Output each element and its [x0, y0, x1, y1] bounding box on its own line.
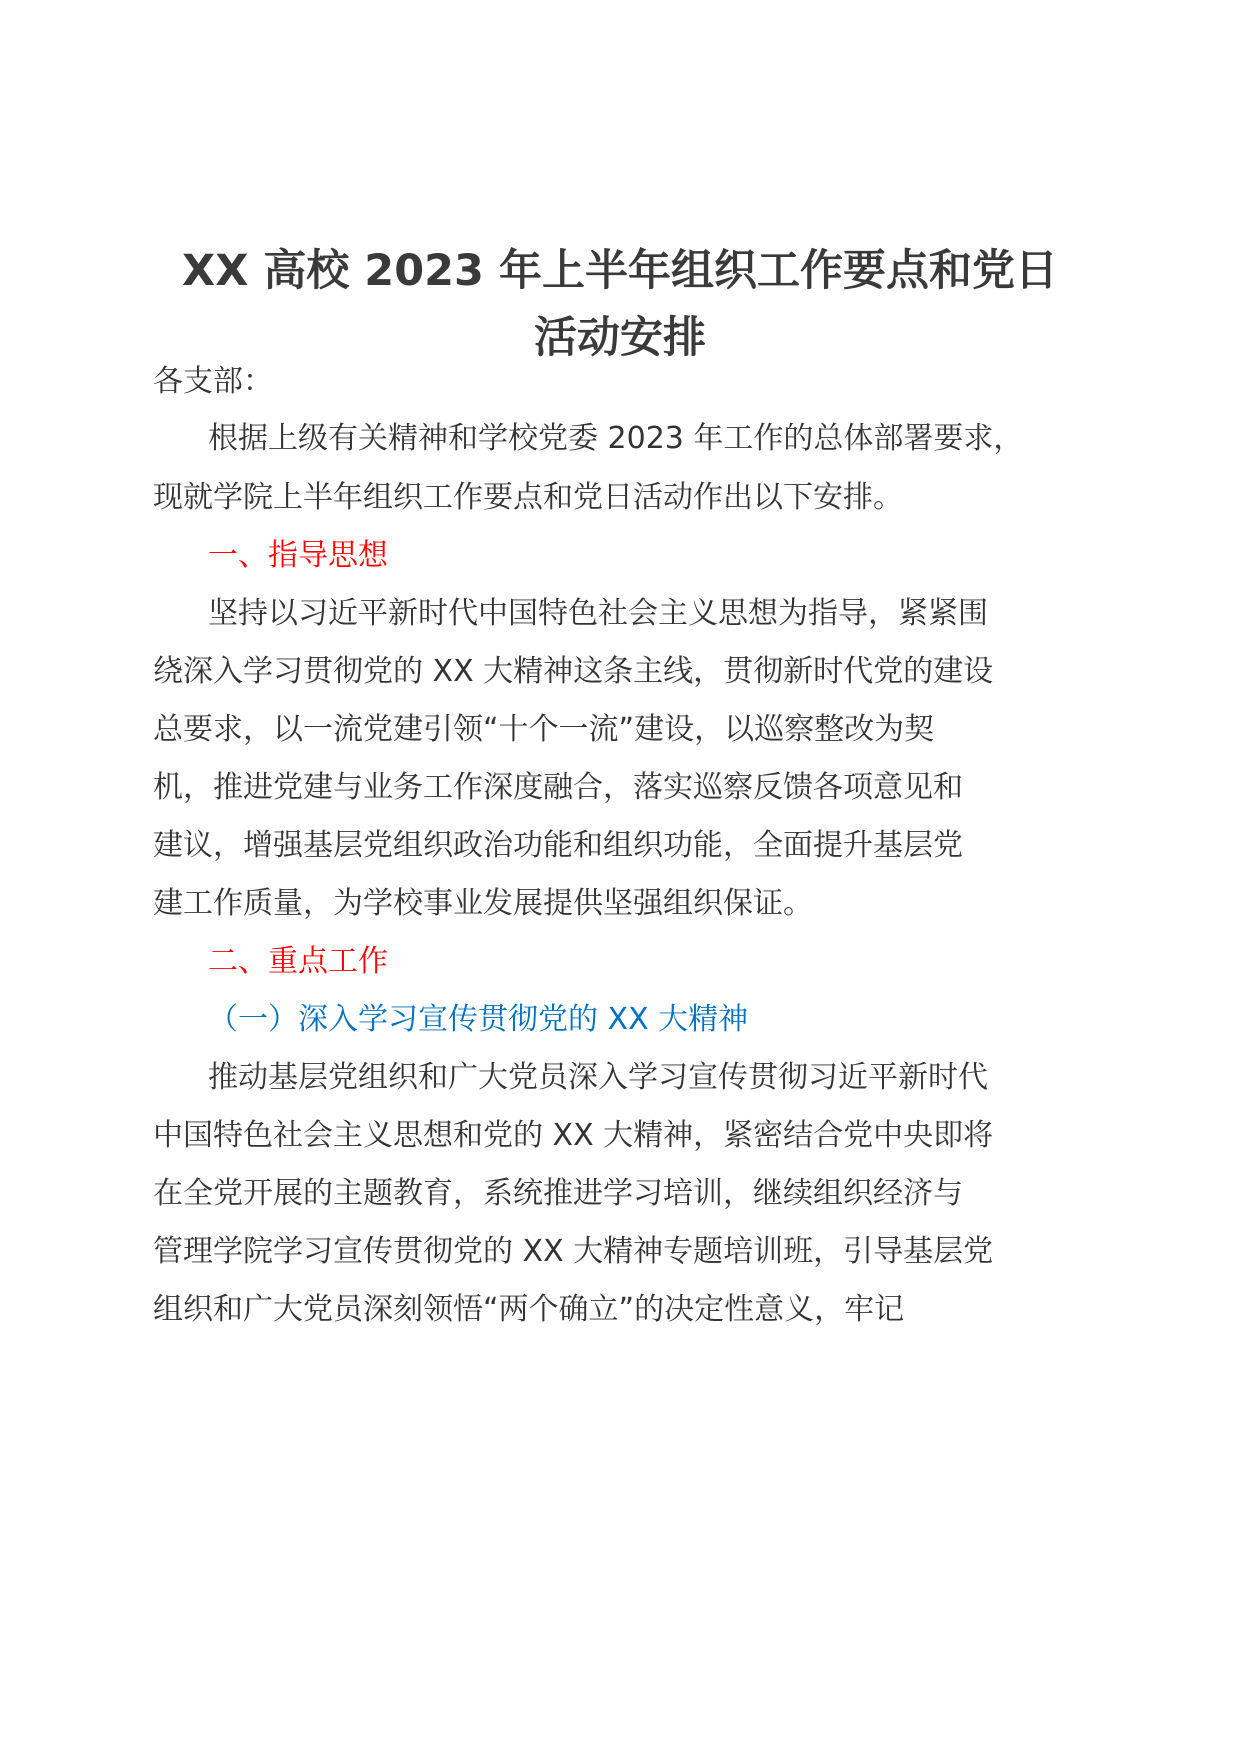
- body-line: 建议，增强基层党组织政治功能和组织功能，全面提升基层党: [153, 828, 963, 863]
- body-line: 中国特色社会主义思想和党的 XX 大精神，紧密结合党中央即将: [153, 1118, 994, 1153]
- intro-line: 根据上级有关精神和学校党委 2023 年工作的总体部署要求，: [208, 421, 1024, 456]
- body-line: 管理学院学习宣传贯彻党的 XX 大精神专题培训班，引导基层党: [153, 1234, 994, 1269]
- document-title-line-1: XX 高校 2023 年上半年组织工作要点和党日: [182, 246, 1058, 296]
- body-line: 坚持以习近平新时代中国特色社会主义思想为指导，紧紧围: [208, 596, 988, 631]
- body-line: 在全党开展的主题教育，系统推进学习培训，继续组织经济与: [153, 1176, 963, 1211]
- body-line: 建工作质量，为学校事业发展提供坚强组织保证。: [153, 886, 813, 921]
- section-heading-1: 一、指导思想: [208, 538, 388, 573]
- salutation: 各支部：: [153, 364, 273, 399]
- body-line: 绕深入学习贯彻党的 XX 大精神这条主线，贯彻新时代党的建设: [153, 654, 994, 689]
- section-heading-2: 二、重点工作: [208, 944, 388, 979]
- sub-heading-1: （一）深入学习宣传贯彻党的 XX 大精神: [208, 1002, 749, 1037]
- body-line: 总要求，以一流党建引领“十个一流”建设，以巡察整改为契: [153, 712, 935, 747]
- document-title-line-2: 活动安排: [534, 313, 706, 363]
- body-line: 机，推进党建与业务工作深度融合，落实巡察反馈各项意见和: [153, 770, 963, 805]
- body-line: 组织和广大党员深刻领悟“两个确立”的决定性意义，牢记: [153, 1292, 905, 1327]
- body-line: 推动基层党组织和广大党员深入学习宣传贯彻习近平新时代: [208, 1060, 988, 1095]
- intro-line: 现就学院上半年组织工作要点和党日活动作出以下安排。: [153, 480, 903, 515]
